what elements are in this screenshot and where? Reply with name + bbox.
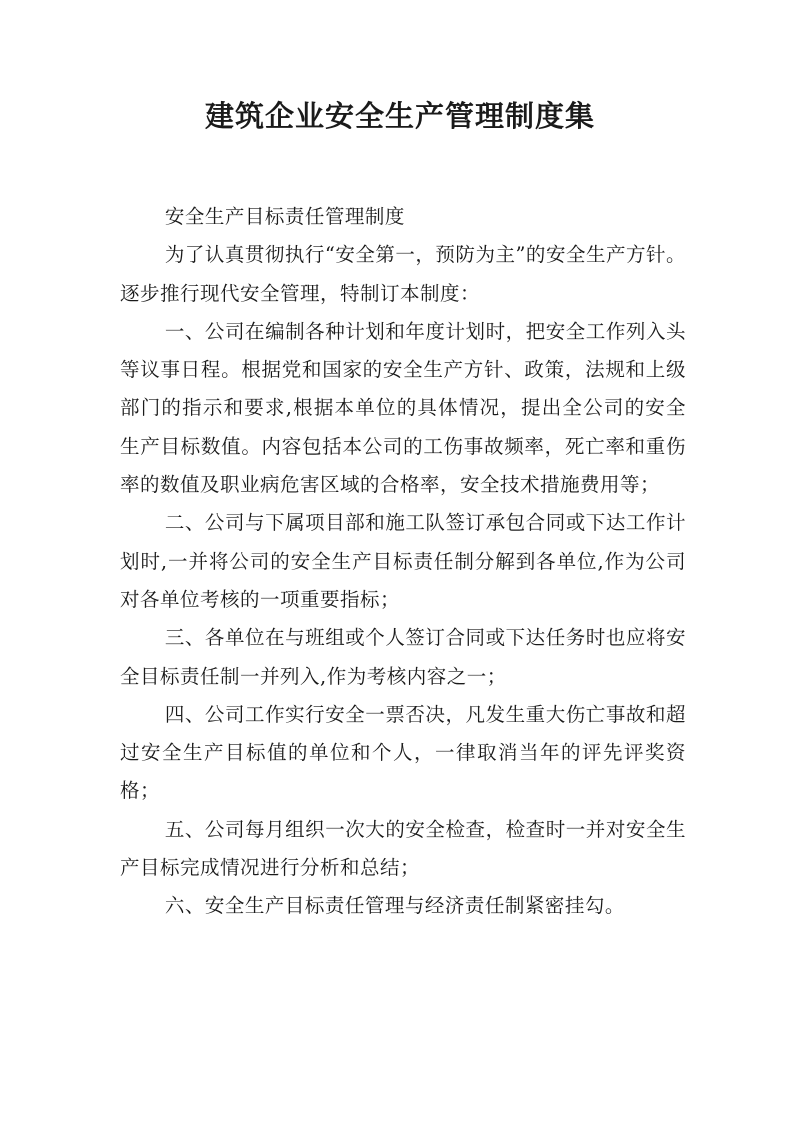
paragraph-item-1: 一、公司在编制各种计划和年度计划时，把安全工作列入头等议事日程。根据党和国家的安全生产方针、政策，法规和上级部门的指示和要求,根据本单位的具体情况，提出全公司的安全生产目标数值。内容包括本公司的工伤事故频率，死亡率和重伤率的数值及职业病危害区域的合格率，安全技术措施费用等； [120,319,686,497]
paragraph-item-4: 四、公司工作实行安全一票否决，凡发生重大伤亡事故和超过安全生产目标值的单位和个人，一律取消当年的评先评奖资格； [120,702,686,803]
section-heading: 安全生产目标责任管理制度 [164,205,405,228]
paragraph-item-5: 五、公司每月组织一次大的安全检查，检查时一并对安全生产目标完成情况进行分析和总结； [120,817,686,880]
paragraph-item-2: 二、公司与下属项目部和施工队签订承包合同或下达工作计划时,一并将公司的安全生产目标责任制分解到各单位,作为公司对各单位考核的一项重要指标； [120,511,686,611]
document-body [120,198,686,926]
paragraph-intro: 为了认真贯彻执行“安全第一，预防为主”的安全生产方针。逐步推行现代安全管理，特制订本制度： [120,243,686,305]
paragraph-item-6: 六、安全生产目标责任管理与经济责任制紧密挂勾。 [164,894,625,918]
paragraph-item-3: 三、各单位在与班组或个人签订合同或下达任务时也应将安全目标责任制一并列入,作为考核内容之一； [120,626,686,688]
document-title: 建筑企业安全生产管理制度集 [204,99,595,133]
